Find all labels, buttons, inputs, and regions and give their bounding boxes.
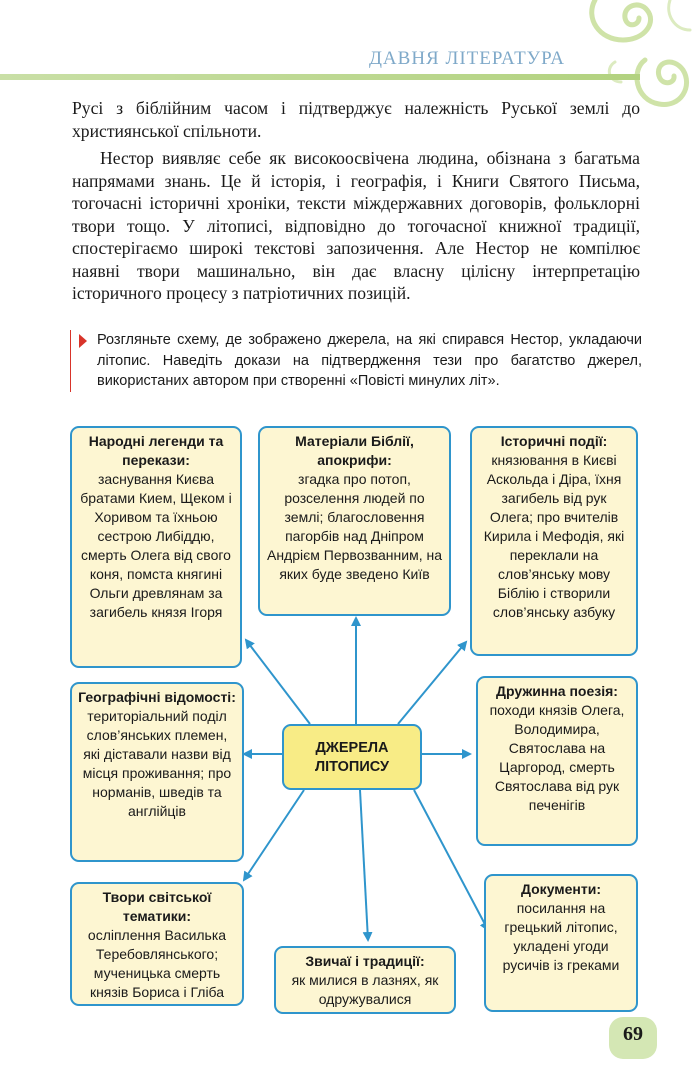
box-secular-text: осліплення Василька Теребовлянського; мученицька смерть князів Бориса і Гліба xyxy=(87,927,227,1000)
arrow-to-folk xyxy=(246,640,310,724)
center-line-2: ЛІТОПИСУ xyxy=(314,759,390,775)
center-line-1: ДЖЕРЕЛА xyxy=(315,740,389,756)
arrow-to-history xyxy=(398,642,466,724)
box-folk-legends xyxy=(70,426,242,668)
box-history-text: князювання в Києві Аскольда і Діра, їхня загибель від рук Олега; про вчителів Кирила і Мефодія, які переклали на слов’янську мову Біблію і створили слов’янську азбуку xyxy=(483,452,625,620)
box-history xyxy=(470,426,638,656)
arrow-to-customs xyxy=(360,790,368,940)
page-number: 69 xyxy=(623,1023,643,1045)
box-bible xyxy=(258,426,451,616)
section-title: ДАВНЯ ЛІТЕРАТУРА xyxy=(368,48,565,69)
box-folk-text: заснування Києва братами Кием, Щеком і Хоривом та їхньою сестрою Либіддю, смерть Олега від свого коня, помста княгині Ольги древлянам за загибель князя Ігоря xyxy=(80,471,232,620)
box-geo-title: Географічні відомості: xyxy=(78,689,236,705)
box-geo-text: територіальний поділ слов’янських племен, які діставали назви від місця проживання; про норманів, шведів та англійців xyxy=(82,708,232,819)
box-druzhyna xyxy=(476,676,638,846)
box-secular-title: Твори світської тематики: xyxy=(102,889,212,924)
box-docs-title: Документи: xyxy=(520,881,602,897)
paragraph-2: Нестор виявляє себе як високоосвічена людина, обізнана з багатьма напрямами знань. Це й історія, і географія, і Книги Святого Письма, тогочасні історичні хроніки, тексти міждержавних договорів, фольклорні твори тощо. У літописі, відповідно до тогочасної книжної традиції, спостерігаємо широкі текстові запозичення. Але Нестор не компілює наявні твори машинально, він дає власну цілісну інтерпретацію історичного процесу з патріотичних позицій. xyxy=(72,148,640,303)
center-box xyxy=(282,724,422,790)
box-bible-text: згадка про потоп, розселення людей по землі; благословення пагорбів над Дніпром Андрієм Первозванним, на яких буде зведено Київ xyxy=(266,471,443,582)
box-docs-text: посилання на грецький літопис, укладені угоди русичів із греками xyxy=(502,900,620,973)
box-folk-title: Народні легенди та перекази: xyxy=(88,433,224,468)
paragraph-1: Русі з біблійним часом і підтверджує належність Руської землі до християнської спільноти. xyxy=(72,98,640,141)
box-customs-text: як милися в лазнях, як одружувалися xyxy=(291,972,439,1007)
box-geography xyxy=(70,682,244,862)
box-customs-title: Звичаї і традиції: xyxy=(305,953,425,969)
box-documents xyxy=(484,874,638,1012)
box-secular xyxy=(70,882,244,1006)
box-druzhyna-text: походи князів Олега, Володимира, Святослава на Царгород, смерть Святослава від рук печенігів xyxy=(489,702,625,813)
box-bible-title: Матеріали Біблії, апокрифи: xyxy=(295,433,414,468)
arrow-to-secular xyxy=(244,790,304,880)
box-druzhyna-title: Дружинна поезія: xyxy=(496,683,618,699)
box-history-title: Історичні події: xyxy=(500,433,608,449)
box-customs xyxy=(274,946,456,1014)
task-text: Розгляньте схему, де зображено джерела, на які спирався Нестор, укладаючи літопис. Наведіть докази на підтвердження тези про багатство джерел, використаних автором при створенні «Повісті минулих літ». xyxy=(97,332,642,389)
